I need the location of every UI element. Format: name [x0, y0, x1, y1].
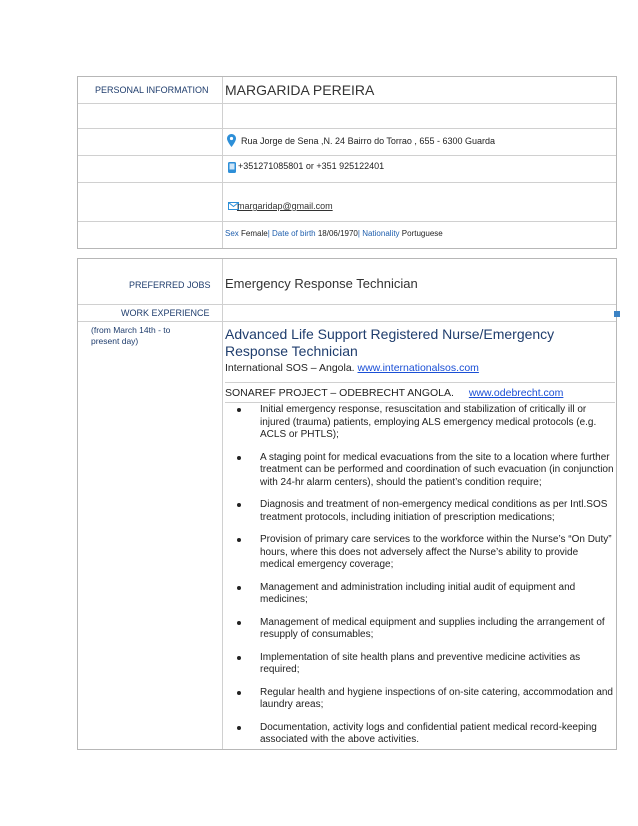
list-item: Implementation of site health plans and preventive medicine activities as required;	[222, 652, 614, 677]
nationality-value: Portuguese	[401, 229, 443, 238]
table-handle-icon	[614, 311, 620, 317]
list-item: Diagnosis and treatment of non-emergency medical conditions as per Intl.SOS treatment protocols, including initiation of prescription medications;	[222, 499, 614, 524]
sex-value: Female	[241, 229, 268, 238]
personal-info-label: PERSONAL INFORMATION	[95, 85, 209, 95]
list-item: Regular health and hygiene inspections of on-site catering, accommodation and laundry areas;	[222, 687, 614, 712]
full-name: MARGARIDA PEREIRA	[225, 82, 375, 98]
personal-info-table	[77, 76, 617, 249]
email-link[interactable]: margaridap@gmail.com	[237, 201, 333, 211]
work-experience-row	[78, 305, 616, 322]
blank-row	[78, 104, 616, 129]
employer-1-link[interactable]: www.internationalsos.com	[357, 362, 479, 374]
job-title: Advanced Life Support Registered Nurse/Emergency Response Technician	[225, 326, 555, 359]
email-row	[78, 183, 616, 222]
address-text: Rua Jorge de Sena ,N. 24 Bairro do Torrao , 655 - 6300 Guarda	[241, 136, 495, 146]
preferred-jobs-label: PREFERRED JOBS	[129, 280, 211, 290]
phone-row	[78, 156, 616, 183]
nationality-label: Nationality	[362, 229, 400, 238]
employer-2-link[interactable]: www.odebrecht.com	[468, 387, 564, 399]
separator: |	[267, 229, 270, 238]
phone-text: +351271085801 or +351 925122401	[238, 161, 385, 171]
job-period: (from March 14th - to present day)	[91, 325, 171, 346]
employer-line-2	[225, 383, 615, 403]
work-experience-label: WORK EXPERIENCE	[121, 308, 210, 318]
list-item: A staging point for medical evacuations from the site to a location where further treatment can be performed and coordination of such evacuation (in conjunction with 24-hr alarm centers), should the patient’s condition require;	[222, 452, 614, 490]
list-item: Management and administration including initial audit of equipment and medicines;	[222, 582, 614, 607]
list-item: Provision of primary care services to the workforce within the Nurse’s “On Duty” hours, where this does not adversely affect the Nurse’s ability to provide medical emergency coverage;	[222, 534, 614, 572]
preferred-jobs-value: Emergency Response Technician	[225, 276, 418, 291]
job-entry	[78, 322, 616, 752]
phone-icon	[228, 160, 236, 178]
employer-2-text: SONAREF PROJECT – ODEBRECHT ANGOLA.	[225, 387, 454, 399]
employer-1-text: International SOS – Angola.	[225, 362, 355, 374]
sex-label: Sex	[225, 229, 239, 238]
separator: |	[357, 229, 360, 238]
name-row	[78, 77, 616, 104]
experience-table	[77, 258, 617, 750]
employer-line-1	[225, 362, 615, 383]
address-row	[78, 129, 616, 156]
dob-value: 18/06/1970	[317, 229, 358, 238]
personal-details	[225, 229, 443, 238]
list-item: Management of medical equipment and supplies including the arrangement of resupply of consumables;	[222, 617, 614, 642]
details-row	[78, 222, 616, 248]
duties-list	[222, 404, 614, 757]
list-item: Initial emergency response, resuscitation and stabilization of critically ill or injured (trauma) patients, employing ALS emergency medical protocols (e.g. ACLS or PHTLS);	[222, 404, 614, 442]
preferred-jobs-row	[78, 259, 616, 305]
location-pin-icon	[227, 134, 236, 152]
dob-label: Date of birth	[272, 229, 316, 238]
list-item: Documentation, activity logs and confidential patient medical record-keeping associated with the above activities.	[222, 722, 614, 747]
